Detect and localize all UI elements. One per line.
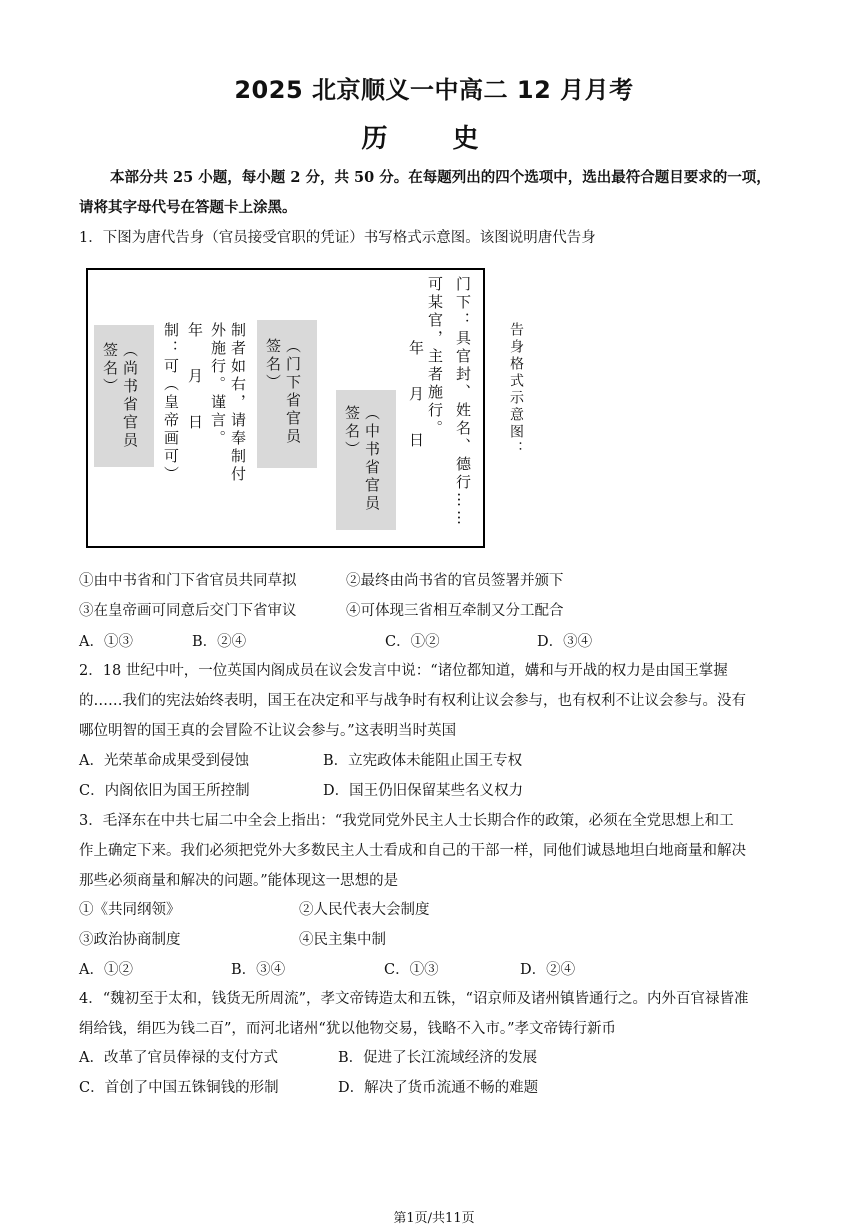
shangshu-signature-text: （尚书省官员签名） <box>101 342 139 450</box>
q4-option-c[interactable]: C．首创了中国五铢铜钱的形制 <box>79 1080 279 1096</box>
q3-line-2: 作上确定下来。我们必须把党外大多数民主人士看成和自己的干部一样，同他们诚恳地坦白地商量和解决 <box>79 843 746 859</box>
q4-option-a[interactable]: A．改革了官员俸禄的支付方式 <box>79 1050 278 1066</box>
q1-stem: 1．下图为唐代告身（官员接受官职的凭证）书写格式示意图。该图说明唐代告身 <box>79 230 596 246</box>
q3-line-3: 那些必须商量和解决的问题。”能体现这一思想的是 <box>79 873 399 889</box>
q3-option-c[interactable]: C．①③ <box>384 962 439 978</box>
q3-item-3: ③政治协商制度 <box>79 932 181 948</box>
q3-item-2: ②人民代表大会制度 <box>299 902 430 918</box>
q3-line-1: 3．毛泽东在中共七届二中全会上指出：“我党同党外民主人士长期合作的政策，必须在全党思想上和工 <box>79 813 734 829</box>
q3-item-4: ④民主集中制 <box>299 932 386 948</box>
figure-col-zhishe: 制者如右，请奉制付外施行。谨言。 <box>209 322 247 484</box>
figure-caption: 告身格式示意图： <box>508 322 524 458</box>
q2-option-d[interactable]: D．国王仍旧保留某些名义权力 <box>323 783 524 799</box>
q1-option-b[interactable]: B．②④ <box>192 634 247 650</box>
q2-option-c[interactable]: C．内阁依旧为国王所控制 <box>79 783 250 799</box>
q1-option-d[interactable]: D．③④ <box>537 634 593 650</box>
menxia-signature-text: （门下省官员签名） <box>264 338 302 446</box>
exam-title: 2025 北京顺义一中高二 12 月月考 <box>234 76 634 104</box>
figure-col-date-1: 年 月 日 <box>407 340 425 455</box>
q2-option-a[interactable]: A．光荣革命成果受到侵蚀 <box>79 753 249 769</box>
subject-title: 历 史 <box>361 124 507 154</box>
q1-item-3: ③在皇帝画可同意后交门下省审议 <box>79 603 297 619</box>
q1-item-4: ④可体现三省相互牵制又分工配合 <box>346 603 564 619</box>
q4-line-1: 4．“魏初至于太和，钱货无所周流”，孝文帝铸造太和五铢，“诏京师及诸州镇皆通行之。内外百官禄皆准 <box>79 991 749 1007</box>
q1-option-a[interactable]: A．①③ <box>79 634 133 650</box>
figure-col-date-2: 年 月 日 <box>186 322 204 437</box>
q1-option-c[interactable]: C．①② <box>385 634 440 650</box>
q3-option-b[interactable]: B．③④ <box>231 962 286 978</box>
q4-option-d[interactable]: D．解决了货币流通不畅的难题 <box>338 1080 539 1096</box>
instructions-line-1: 本部分共 25 小题，每小题 2 分，共 50 分。在每题列出的四个选项中，选出最符合题目要求的一项， <box>110 169 771 186</box>
figure-col-men-xia: 门下：具官封、姓名、德行…… <box>454 276 472 528</box>
zhongshu-signature-text: （中书省官员签名） <box>343 405 381 513</box>
figure-col-ke-mou-guan: 可某官，主者施行。 <box>426 276 444 438</box>
q2-line-2: 的……我们的宪法始终表明，国王在决定和平与战争时有权利让议会参与，也有权利不让议会参与。没有 <box>79 693 746 709</box>
q4-line-2: 绢给钱，绢匹为钱二百”，而河北诸州“犹以他物交易，钱略不入市。”孝文帝铸行新币 <box>79 1021 616 1037</box>
q1-item-2: ②最终由尚书省的官员签署并颁下 <box>346 573 564 589</box>
q3-option-d[interactable]: D．②④ <box>520 962 576 978</box>
page-number: 第1页/共11页 <box>393 1211 475 1226</box>
q2-line-3: 哪位明智的国王真的会冒险不让议会参与。”这表明当时英国 <box>79 723 457 739</box>
q3-option-a[interactable]: A．①② <box>79 962 133 978</box>
q2-line-1: 2．18 世纪中叶，一位英国内阁成员在议会发言中说：“诸位都知道，媾和与开战的权力是由国王掌握 <box>79 663 728 679</box>
q2-option-b[interactable]: B．立宪政体未能阻止国王专权 <box>323 753 523 769</box>
q4-option-b[interactable]: B．促进了长江流域经济的发展 <box>338 1050 538 1066</box>
instructions-line-2: 请将其字母代号在答题卡上涂黑。 <box>79 199 297 216</box>
q3-item-1: ①《共同纲领》 <box>79 902 181 918</box>
q1-item-1: ①由中书省和门下省官员共同草拟 <box>79 573 297 589</box>
figure-col-zhi-ke: 制：可（皇帝画可） <box>162 322 180 484</box>
